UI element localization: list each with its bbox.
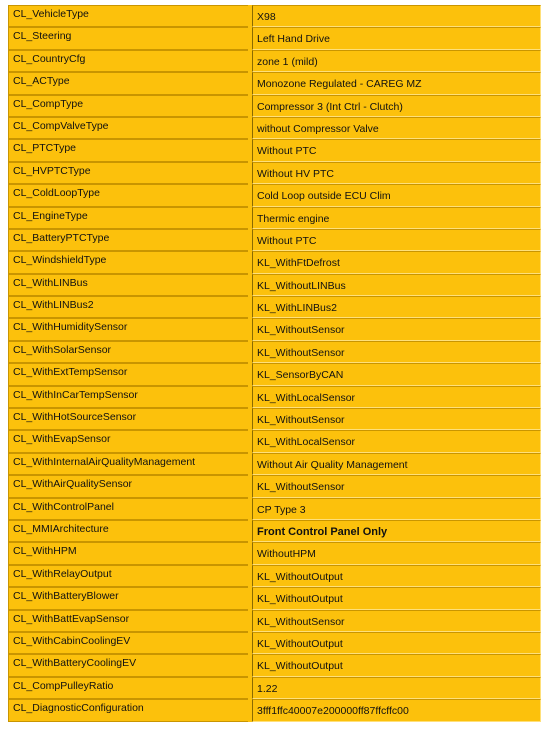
table-row — [8, 274, 541, 296]
table-row — [8, 386, 541, 408]
parameter-name-cell: CL_CountryCfg — [8, 50, 248, 72]
table-row — [8, 565, 541, 587]
parameter-name-cell: CL_WithInCarTempSensor — [8, 386, 248, 408]
parameter-value-field[interactable]: KL_WithoutLINBus — [252, 274, 541, 296]
table-row — [8, 453, 541, 475]
parameter-value-field[interactable]: Compressor 3 (Int Ctrl - Clutch) — [252, 95, 541, 117]
parameter-name-cell: CL_CompValveType — [8, 117, 248, 139]
parameter-name-cell: CL_EngineType — [8, 207, 248, 229]
parameter-value-field[interactable]: Without PTC — [252, 139, 541, 161]
table-row — [8, 5, 541, 27]
parameter-name-cell: CL_CompPulleyRatio — [8, 677, 248, 699]
parameter-name-cell: CL_WithLINBus2 — [8, 296, 248, 318]
parameter-value-field[interactable]: without Compressor Valve — [252, 117, 541, 139]
table-row — [8, 27, 541, 49]
parameter-name-cell: CL_MMIArchitecture — [8, 520, 248, 542]
table-row — [8, 408, 541, 430]
parameter-value-field[interactable]: Cold Loop outside ECU Clim — [252, 184, 541, 206]
table-row — [8, 363, 541, 385]
table-row — [8, 587, 541, 609]
parameter-name-cell: CL_WithHotSourceSensor — [8, 408, 248, 430]
parameter-value-field[interactable]: KL_WithoutOutput — [252, 654, 541, 676]
parameter-name-cell: CL_WithLINBus — [8, 274, 248, 296]
parameter-name-cell: CL_WithBatteryCoolingEV — [8, 654, 248, 676]
parameter-value-field[interactable]: X98 — [252, 5, 541, 27]
parameter-value-field[interactable]: KL_WithFtDefrost — [252, 251, 541, 273]
parameter-value-field[interactable]: 1.22 — [252, 677, 541, 699]
parameter-value-field[interactable]: 3fff1ffc40007e200000ff87ffcffc00 — [252, 699, 541, 721]
parameter-value-field[interactable]: KL_WithoutOutput — [252, 632, 541, 654]
table-row — [8, 430, 541, 452]
parameter-value-field[interactable]: KL_WithoutSensor — [252, 318, 541, 340]
parameter-value-field[interactable]: KL_SensorByCAN — [252, 363, 541, 385]
parameter-name-cell: CL_WithAirQualitySensor — [8, 475, 248, 497]
parameter-name-cell: CL_WithHPM — [8, 542, 248, 564]
table-row — [8, 50, 541, 72]
parameter-value-field[interactable]: KL_WithLocalSensor — [252, 386, 541, 408]
parameter-name-cell: CL_WithBatteryBlower — [8, 587, 248, 609]
parameter-name-cell: CL_WithHumiditySensor — [8, 318, 248, 340]
table-row — [8, 162, 541, 184]
table-row — [8, 632, 541, 654]
parameter-value-field[interactable]: CP Type 3 — [252, 498, 541, 520]
parameter-name-cell: CL_WithRelayOutput — [8, 565, 248, 587]
parameter-name-cell: CL_WithBattEvapSensor — [8, 610, 248, 632]
parameter-name-cell: CL_WithCabinCoolingEV — [8, 632, 248, 654]
parameter-name-cell: CL_WithSolarSensor — [8, 341, 248, 363]
table-row — [8, 251, 541, 273]
table-row — [8, 229, 541, 251]
parameter-value-field[interactable]: Left Hand Drive — [252, 27, 541, 49]
table-row — [8, 72, 541, 94]
parameter-name-cell: CL_ColdLoopType — [8, 184, 248, 206]
table-row — [8, 610, 541, 632]
parameter-name-cell: CL_VehicleType — [8, 5, 248, 27]
table-row — [8, 498, 541, 520]
parameter-value-field[interactable]: Without Air Quality Management — [252, 453, 541, 475]
parameter-value-field[interactable]: Thermic engine — [252, 207, 541, 229]
parameter-value-field[interactable]: KL_WithLINBus2 — [252, 296, 541, 318]
table-row — [8, 654, 541, 676]
table-row — [8, 520, 541, 542]
table-row — [8, 139, 541, 161]
parameter-name-cell: CL_PTCType — [8, 139, 248, 161]
parameter-value-field[interactable]: KL_WithLocalSensor — [252, 430, 541, 452]
parameter-name-cell: CL_WithInternalAirQualityManagement — [8, 453, 248, 475]
parameter-value-field[interactable]: KL_WithoutOutput — [252, 587, 541, 609]
parameter-name-cell: CL_Steering — [8, 27, 248, 49]
table-row — [8, 95, 541, 117]
configuration-table — [8, 5, 541, 722]
table-row — [8, 117, 541, 139]
parameter-name-cell: CL_WindshieldType — [8, 251, 248, 273]
parameter-value-field[interactable]: Front Control Panel Only — [252, 520, 541, 542]
parameter-value-field[interactable]: KL_WithoutSensor — [252, 408, 541, 430]
parameter-name-cell: CL_CompType — [8, 95, 248, 117]
table-row — [8, 677, 541, 699]
parameter-value-field[interactable]: KL_WithoutSensor — [252, 341, 541, 363]
parameter-name-cell: CL_WithExtTempSensor — [8, 363, 248, 385]
parameter-value-field[interactable]: WithoutHPM — [252, 542, 541, 564]
parameter-value-field[interactable]: Monozone Regulated - CAREG MZ — [252, 72, 541, 94]
parameter-name-cell: CL_HVPTCType — [8, 162, 248, 184]
parameter-value-field[interactable]: KL_WithoutSensor — [252, 610, 541, 632]
table-row — [8, 184, 541, 206]
parameter-value-field[interactable]: KL_WithoutOutput — [252, 565, 541, 587]
parameter-value-field[interactable]: KL_WithoutSensor — [252, 475, 541, 497]
table-row — [8, 296, 541, 318]
parameter-value-field[interactable]: Without HV PTC — [252, 162, 541, 184]
parameter-name-cell: CL_WithControlPanel — [8, 498, 248, 520]
parameter-name-cell: CL_BatteryPTCType — [8, 229, 248, 251]
table-row — [8, 341, 541, 363]
parameter-value-field[interactable]: Without PTC — [252, 229, 541, 251]
table-row — [8, 475, 541, 497]
parameter-name-cell: CL_WithEvapSensor — [8, 430, 248, 452]
table-row — [8, 542, 541, 564]
table-row — [8, 318, 541, 340]
parameter-value-field[interactable]: zone 1 (mild) — [252, 50, 541, 72]
table-row — [8, 207, 541, 229]
parameter-name-cell: CL_ACType — [8, 72, 248, 94]
table-row — [8, 699, 541, 721]
parameter-name-cell: CL_DiagnosticConfiguration — [8, 699, 248, 721]
